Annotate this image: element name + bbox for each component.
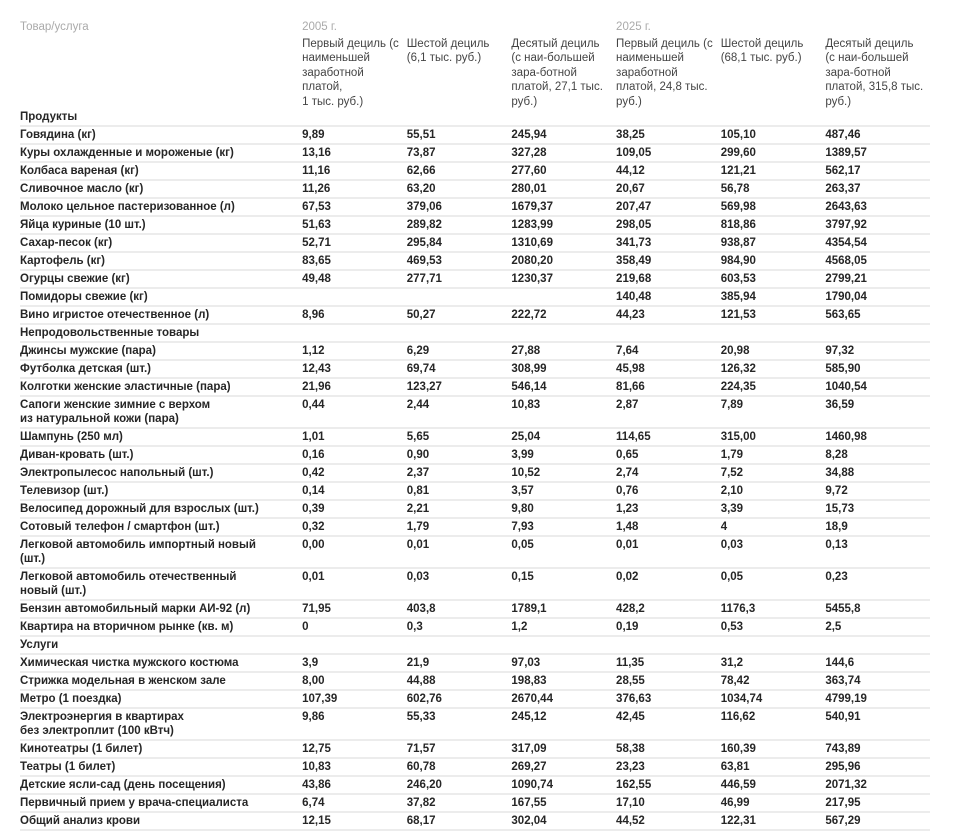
table-row <box>20 776 930 794</box>
value-cell: 83,65 <box>302 252 407 270</box>
table-row <box>20 428 930 446</box>
value-cell: 358,49 <box>616 252 721 270</box>
value-cell: 20,67 <box>616 180 721 198</box>
value-cell: 1,79 <box>407 518 512 536</box>
value-cell: 295,84 <box>407 234 512 252</box>
value-cell: 1,12 <box>302 342 407 360</box>
value-cell: 2,87 <box>616 396 721 428</box>
value-cell: 45,98 <box>616 360 721 378</box>
value-cell: 44,88 <box>407 672 512 690</box>
value-cell: 938,87 <box>721 234 826 252</box>
value-cell: 1460,98 <box>825 428 930 446</box>
value-cell: 2,10 <box>721 482 826 500</box>
value-cell: 0,3 <box>407 618 512 636</box>
value-cell: 116,62 <box>721 708 826 740</box>
item-label: Стрижка модельная в женском зале <box>20 672 302 690</box>
value-cell: 69,74 <box>407 360 512 378</box>
value-cell: 219,68 <box>616 270 721 288</box>
value-cell: 114,65 <box>616 428 721 446</box>
value-cell: 315,00 <box>721 428 826 446</box>
item-label: Диван-кровать (шт.) <box>20 446 302 464</box>
section-title: Услуги <box>20 636 930 654</box>
table-row <box>20 600 930 618</box>
value-cell: 12,15 <box>302 812 407 830</box>
value-cell: 73,87 <box>407 144 512 162</box>
item-label: Джинсы мужские (пара) <box>20 342 302 360</box>
item-label: Первичный прием у врача-специалиста <box>20 794 302 812</box>
value-cell: 0,90 <box>407 446 512 464</box>
value-cell: 5,65 <box>407 428 512 446</box>
item-label: Велосипед дорожный для взрослых (шт.) <box>20 500 302 518</box>
value-cell: 4 <box>721 518 826 536</box>
value-cell: 34,88 <box>825 464 930 482</box>
value-cell: 246,20 <box>407 776 512 794</box>
value-cell: 341,73 <box>616 234 721 252</box>
value-cell: 0,53 <box>721 618 826 636</box>
value-cell: 17,10 <box>616 794 721 812</box>
table-row <box>20 812 930 830</box>
item-label: Молоко цельное пастеризованное (л) <box>20 198 302 216</box>
table-row <box>20 618 930 636</box>
value-cell: 207,47 <box>616 198 721 216</box>
header-text: Первый дециль (с наименьшей заработной платой, 24,8 тыс. руб.) <box>616 37 713 108</box>
value-cell: 0,19 <box>616 618 721 636</box>
value-cell: 0,05 <box>721 568 826 600</box>
header-text: Шестой дециль (68,1 тыс. руб.) <box>720 37 804 64</box>
value-cell: 10,83 <box>302 758 407 776</box>
value-cell: 63,81 <box>721 758 826 776</box>
value-cell: 1283,99 <box>511 216 616 234</box>
table-row <box>20 758 930 776</box>
value-cell: 1176,3 <box>721 600 826 618</box>
purchasing-power-table <box>20 20 930 831</box>
value-cell: 4799,19 <box>825 690 930 708</box>
table-row <box>20 198 930 216</box>
value-cell: 602,76 <box>407 690 512 708</box>
value-cell: 97,32 <box>825 342 930 360</box>
value-cell: 563,65 <box>825 306 930 324</box>
value-cell: 2080,20 <box>511 252 616 270</box>
value-cell: 0,39 <box>302 500 407 518</box>
table-row <box>20 360 930 378</box>
value-cell: 21,9 <box>407 654 512 672</box>
value-cell: 2,21 <box>407 500 512 518</box>
value-cell: 0,81 <box>407 482 512 500</box>
value-cell: 263,37 <box>825 180 930 198</box>
value-cell: 327,28 <box>511 144 616 162</box>
value-cell: 71,57 <box>407 740 512 758</box>
item-label: Телевизор (шт.) <box>20 482 302 500</box>
value-cell: 0,01 <box>302 568 407 600</box>
column-header-2025-tenth-decile <box>825 20 930 109</box>
table-body <box>20 109 930 830</box>
value-cell: 569,98 <box>721 198 826 216</box>
section-row <box>20 324 930 342</box>
year-2005-label: 2005 г. <box>302 21 337 33</box>
value-cell: 567,29 <box>825 812 930 830</box>
table-header-row <box>20 20 930 109</box>
value-cell: 277,71 <box>407 270 512 288</box>
item-label: Яйца куриные (10 шт.) <box>20 216 302 234</box>
value-cell: 44,12 <box>616 162 721 180</box>
table-row <box>20 794 930 812</box>
value-cell: 585,90 <box>825 360 930 378</box>
value-cell: 984,90 <box>721 252 826 270</box>
item-label: Сапоги женские зимние с верхом из натуральной кожи (пара) <box>20 396 302 428</box>
header-text: Десятый дециль (с наи-большей зара-ботной платой, 315,8 тыс. руб.) <box>825 37 924 108</box>
value-cell: 2799,21 <box>825 270 930 288</box>
value-cell: 3,57 <box>511 482 616 500</box>
value-cell: 1,23 <box>616 500 721 518</box>
value-cell: 31,2 <box>721 654 826 672</box>
item-label: Говядина (кг) <box>20 126 302 144</box>
column-header-2005-sixth-decile <box>407 20 512 109</box>
item-label: Сливочное масло (кг) <box>20 180 302 198</box>
value-cell: 540,91 <box>825 708 930 740</box>
value-cell: 0,03 <box>721 536 826 568</box>
value-cell: 0,05 <box>511 536 616 568</box>
value-cell: 818,86 <box>721 216 826 234</box>
value-cell: 0,14 <box>302 482 407 500</box>
value-cell: 469,53 <box>407 252 512 270</box>
value-cell: 1790,04 <box>825 288 930 306</box>
table-row <box>20 234 930 252</box>
item-label: Квартира на вторичном рынке (кв. м) <box>20 618 302 636</box>
value-cell: 3,39 <box>721 500 826 518</box>
item-label: Химическая чистка мужского костюма <box>20 654 302 672</box>
value-cell: 317,09 <box>511 740 616 758</box>
header-text: Первый дециль (с наименьшей заработной платой, 1 тыс. руб.) <box>302 37 399 108</box>
value-cell: 2643,63 <box>825 198 930 216</box>
value-cell: 269,27 <box>511 758 616 776</box>
table-row <box>20 446 930 464</box>
value-cell: 0,15 <box>511 568 616 600</box>
value-cell: 11,16 <box>302 162 407 180</box>
price-table-container <box>20 20 930 831</box>
value-cell: 56,78 <box>721 180 826 198</box>
section-row <box>20 636 930 654</box>
value-cell <box>302 288 407 306</box>
table-row <box>20 500 930 518</box>
table-row <box>20 690 930 708</box>
value-cell: 0,65 <box>616 446 721 464</box>
value-cell: 167,55 <box>511 794 616 812</box>
value-cell: 23,23 <box>616 758 721 776</box>
value-cell: 217,95 <box>825 794 930 812</box>
value-cell: 6,29 <box>407 342 512 360</box>
value-cell: 12,43 <box>302 360 407 378</box>
header-text: Десятый дециль (с наи-большей зара-ботной платой, 27,1 тыс. руб.) <box>511 37 603 108</box>
value-cell: 140,48 <box>616 288 721 306</box>
value-cell: 9,80 <box>511 500 616 518</box>
value-cell: 44,52 <box>616 812 721 830</box>
value-cell: 37,82 <box>407 794 512 812</box>
value-cell: 1,2 <box>511 618 616 636</box>
value-cell: 12,75 <box>302 740 407 758</box>
table-row <box>20 654 930 672</box>
value-cell: 289,82 <box>407 216 512 234</box>
value-cell: 9,72 <box>825 482 930 500</box>
item-label: Шампунь (250 мл) <box>20 428 302 446</box>
table-row <box>20 378 930 396</box>
value-cell: 7,64 <box>616 342 721 360</box>
item-label: Легковой автомобиль отечественный новый (шт.) <box>20 568 302 600</box>
value-cell: 71,95 <box>302 600 407 618</box>
value-cell: 63,20 <box>407 180 512 198</box>
value-cell: 0 <box>302 618 407 636</box>
value-cell: 50,27 <box>407 306 512 324</box>
value-cell: 81,66 <box>616 378 721 396</box>
value-cell: 11,35 <box>616 654 721 672</box>
value-cell: 2,5 <box>825 618 930 636</box>
value-cell: 38,25 <box>616 126 721 144</box>
value-cell: 9,86 <box>302 708 407 740</box>
table-row <box>20 740 930 758</box>
value-cell: 1389,57 <box>825 144 930 162</box>
value-cell <box>407 288 512 306</box>
value-cell: 160,39 <box>721 740 826 758</box>
item-label: Театры (1 билет) <box>20 758 302 776</box>
value-cell: 28,55 <box>616 672 721 690</box>
value-cell: 42,45 <box>616 708 721 740</box>
value-cell: 52,71 <box>302 234 407 252</box>
value-cell: 5455,8 <box>825 600 930 618</box>
value-cell: 385,94 <box>721 288 826 306</box>
value-cell: 49,48 <box>302 270 407 288</box>
value-cell: 123,27 <box>407 378 512 396</box>
value-cell: 55,33 <box>407 708 512 740</box>
value-cell: 9,89 <box>302 126 407 144</box>
value-cell: 8,96 <box>302 306 407 324</box>
value-cell: 363,74 <box>825 672 930 690</box>
value-cell: 280,01 <box>511 180 616 198</box>
table-row <box>20 464 930 482</box>
value-cell: 1,79 <box>721 446 826 464</box>
value-cell: 55,51 <box>407 126 512 144</box>
value-cell: 198,83 <box>511 672 616 690</box>
table-row <box>20 482 930 500</box>
value-cell <box>511 288 616 306</box>
value-cell: 245,12 <box>511 708 616 740</box>
value-cell: 7,93 <box>511 518 616 536</box>
table-row <box>20 180 930 198</box>
value-cell: 1,48 <box>616 518 721 536</box>
item-label: Огурцы свежие (кг) <box>20 270 302 288</box>
value-cell: 121,53 <box>721 306 826 324</box>
item-label: Картофель (кг) <box>20 252 302 270</box>
value-cell: 1789,1 <box>511 600 616 618</box>
value-cell: 1034,74 <box>721 690 826 708</box>
table-row <box>20 270 930 288</box>
value-cell: 43,86 <box>302 776 407 794</box>
year-2025-label: 2025 г. <box>616 21 651 33</box>
value-cell: 4568,05 <box>825 252 930 270</box>
value-cell: 446,59 <box>721 776 826 794</box>
value-cell: 58,38 <box>616 740 721 758</box>
column-header-2025-first-decile <box>616 20 721 109</box>
value-cell: 109,05 <box>616 144 721 162</box>
item-label: Электроэнергия в квартирах без электроплит (100 кВтч) <box>20 708 302 740</box>
item-label: Метро (1 поездка) <box>20 690 302 708</box>
item-label: Электропылесос напольный (шт.) <box>20 464 302 482</box>
value-cell: 0,76 <box>616 482 721 500</box>
value-cell: 1,01 <box>302 428 407 446</box>
value-cell: 97,03 <box>511 654 616 672</box>
value-cell: 0,44 <box>302 396 407 428</box>
value-cell: 1090,74 <box>511 776 616 794</box>
value-cell: 379,06 <box>407 198 512 216</box>
header-text: Шестой дециль (6,1 тыс. руб.) <box>406 37 490 64</box>
item-label: Сахар-песок (кг) <box>20 234 302 252</box>
value-cell: 13,16 <box>302 144 407 162</box>
item-column-header: Товар/услуга <box>20 21 89 33</box>
value-cell: 2,37 <box>407 464 512 482</box>
value-cell: 107,39 <box>302 690 407 708</box>
item-label: Общий анализ крови <box>20 812 302 830</box>
value-cell: 162,55 <box>616 776 721 794</box>
table-row <box>20 708 930 740</box>
item-label: Колбаса вареная (кг) <box>20 162 302 180</box>
value-cell: 67,53 <box>302 198 407 216</box>
table-row <box>20 306 930 324</box>
table-row <box>20 252 930 270</box>
value-cell: 105,10 <box>721 126 826 144</box>
value-cell: 25,04 <box>511 428 616 446</box>
table-row <box>20 126 930 144</box>
value-cell: 245,94 <box>511 126 616 144</box>
value-cell: 1040,54 <box>825 378 930 396</box>
item-label: Помидоры свежие (кг) <box>20 288 302 306</box>
value-cell: 36,59 <box>825 396 930 428</box>
value-cell: 2670,44 <box>511 690 616 708</box>
value-cell: 7,89 <box>721 396 826 428</box>
value-cell: 299,60 <box>721 144 826 162</box>
value-cell: 20,98 <box>721 342 826 360</box>
item-label: Легковой автомобиль импортный новый (шт.) <box>20 536 302 568</box>
value-cell: 0,32 <box>302 518 407 536</box>
value-cell: 122,31 <box>721 812 826 830</box>
value-cell: 224,35 <box>721 378 826 396</box>
table-row <box>20 536 930 568</box>
value-cell: 62,66 <box>407 162 512 180</box>
value-cell: 546,14 <box>511 378 616 396</box>
value-cell: 0,42 <box>302 464 407 482</box>
value-cell: 298,05 <box>616 216 721 234</box>
value-cell: 1230,37 <box>511 270 616 288</box>
table-row <box>20 518 930 536</box>
value-cell: 2,74 <box>616 464 721 482</box>
value-cell: 3797,92 <box>825 216 930 234</box>
value-cell: 78,42 <box>721 672 826 690</box>
value-cell: 0,01 <box>616 536 721 568</box>
value-cell: 15,73 <box>825 500 930 518</box>
value-cell: 487,46 <box>825 126 930 144</box>
table-row <box>20 672 930 690</box>
value-cell: 562,17 <box>825 162 930 180</box>
value-cell: 376,63 <box>616 690 721 708</box>
value-cell: 4354,54 <box>825 234 930 252</box>
value-cell: 51,63 <box>302 216 407 234</box>
table-row <box>20 396 930 428</box>
table-row <box>20 288 930 306</box>
table-row <box>20 568 930 600</box>
item-label: Футболка детская (шт.) <box>20 360 302 378</box>
value-cell: 46,99 <box>721 794 826 812</box>
value-cell: 144,6 <box>825 654 930 672</box>
item-label: Бензин автомобильный марки АИ-92 (л) <box>20 600 302 618</box>
value-cell: 2071,32 <box>825 776 930 794</box>
table-row <box>20 216 930 234</box>
value-cell: 68,17 <box>407 812 512 830</box>
item-label: Куры охлажденные и мороженые (кг) <box>20 144 302 162</box>
section-row <box>20 109 930 126</box>
value-cell: 0,00 <box>302 536 407 568</box>
value-cell: 11,26 <box>302 180 407 198</box>
column-header-2005-first-decile <box>302 20 407 109</box>
value-cell: 0,16 <box>302 446 407 464</box>
value-cell: 126,32 <box>721 360 826 378</box>
value-cell: 27,88 <box>511 342 616 360</box>
table-row <box>20 342 930 360</box>
value-cell: 308,99 <box>511 360 616 378</box>
value-cell: 295,96 <box>825 758 930 776</box>
item-label: Колготки женские эластичные (пара) <box>20 378 302 396</box>
item-label: Сотовый телефон / смартфон (шт.) <box>20 518 302 536</box>
value-cell: 10,83 <box>511 396 616 428</box>
section-title: Продукты <box>20 109 930 126</box>
value-cell: 1679,37 <box>511 198 616 216</box>
column-header-2005-tenth-decile <box>511 20 616 109</box>
table-row <box>20 162 930 180</box>
item-label: Детские ясли-сад (день посещения) <box>20 776 302 794</box>
table-row <box>20 144 930 162</box>
value-cell: 2,44 <box>407 396 512 428</box>
value-cell: 603,53 <box>721 270 826 288</box>
value-cell: 403,8 <box>407 600 512 618</box>
value-cell: 0,02 <box>616 568 721 600</box>
column-header-2025-sixth-decile <box>721 20 826 109</box>
item-label: Кинотеатры (1 билет) <box>20 740 302 758</box>
value-cell: 0,13 <box>825 536 930 568</box>
value-cell: 60,78 <box>407 758 512 776</box>
value-cell: 1310,69 <box>511 234 616 252</box>
value-cell: 121,21 <box>721 162 826 180</box>
item-label: Вино игристое отечественное (л) <box>20 306 302 324</box>
value-cell: 428,2 <box>616 600 721 618</box>
value-cell: 6,74 <box>302 794 407 812</box>
value-cell: 3,99 <box>511 446 616 464</box>
value-cell: 743,89 <box>825 740 930 758</box>
value-cell: 0,23 <box>825 568 930 600</box>
value-cell: 18,9 <box>825 518 930 536</box>
section-title: Непродовольственные товары <box>20 324 930 342</box>
value-cell: 7,52 <box>721 464 826 482</box>
value-cell: 222,72 <box>511 306 616 324</box>
value-cell: 44,23 <box>616 306 721 324</box>
value-cell: 302,04 <box>511 812 616 830</box>
value-cell: 3,9 <box>302 654 407 672</box>
value-cell: 8,28 <box>825 446 930 464</box>
value-cell: 277,60 <box>511 162 616 180</box>
value-cell: 8,00 <box>302 672 407 690</box>
value-cell: 0,03 <box>407 568 512 600</box>
value-cell: 21,96 <box>302 378 407 396</box>
value-cell: 0,01 <box>407 536 512 568</box>
value-cell: 10,52 <box>511 464 616 482</box>
